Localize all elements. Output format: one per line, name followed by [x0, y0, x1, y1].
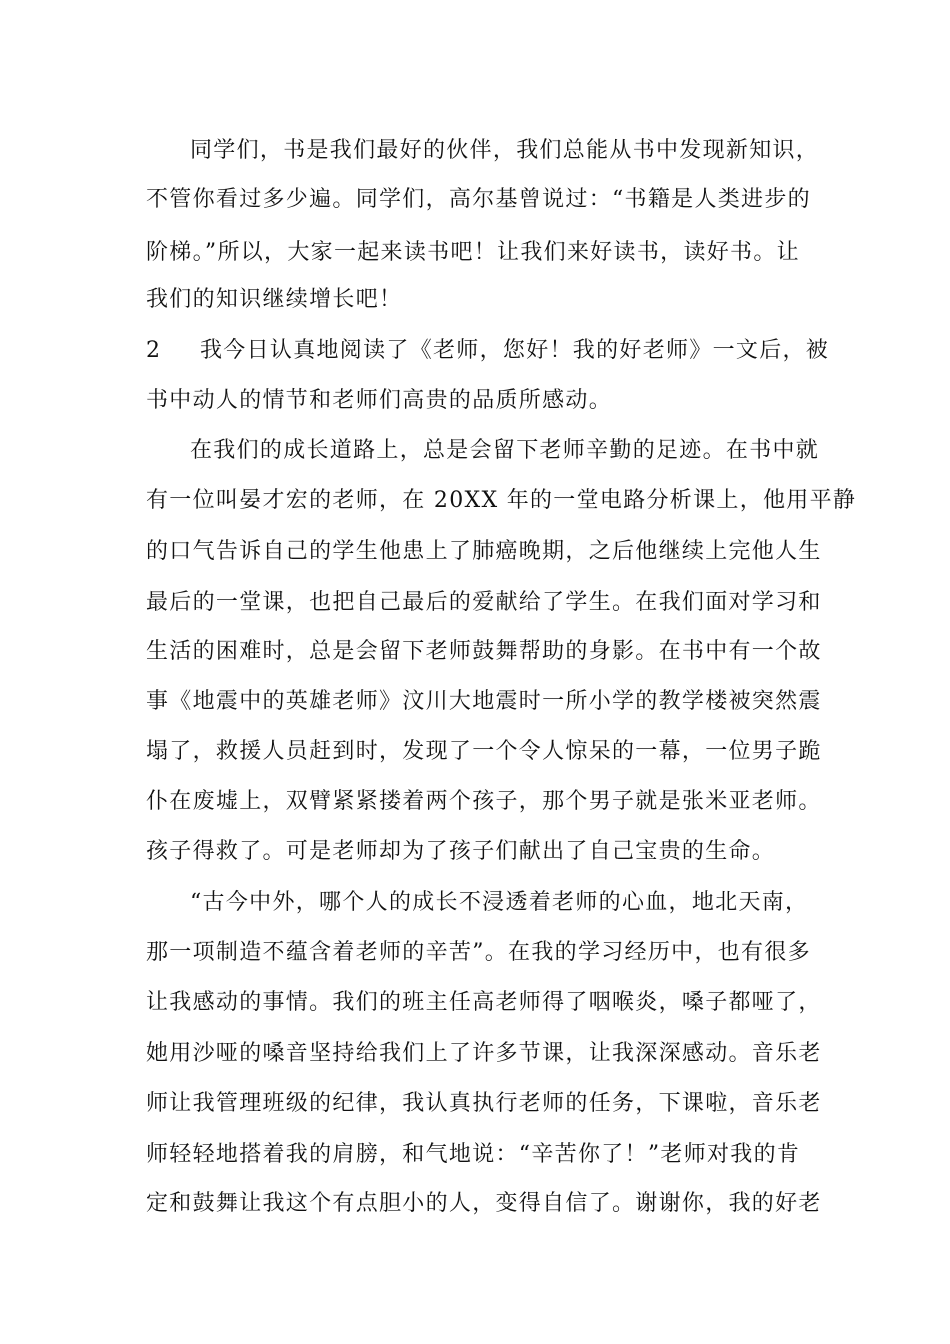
paragraph-line: 师轻轻地搭着我的肩膀，和气地说：“辛苦你了！”老师对我的肯 — [146, 1142, 801, 1167]
paragraph-line: 书中动人的情节和老师们高贵的品质所感动。 — [146, 388, 613, 413]
paragraph-line: 生活的困难时，总是会留下老师鼓舞帮助的身影。在书中有一个故 — [146, 639, 822, 664]
paragraph-line: 塌了，救援人员赶到时，发现了一个令人惊呆的一幕，一位男子跪 — [146, 739, 822, 764]
paragraph-line: 不管你看过多少遍。同学们，高尔基曾说过：“书籍是人类进步的 — [146, 187, 811, 212]
paragraph-line: 她用沙哑的嗓音坚持给我们上了许多节课，让我深深感动。音乐老 — [146, 1041, 822, 1066]
paragraph-line: 让我感动的事情。我们的班主任高老师得了咽喉炎，嗓子都哑了， — [146, 990, 822, 1015]
paragraph-line: 那一项制造不蕴含着老师的辛苦”。在我的学习经历中，也有很多 — [146, 940, 811, 965]
paragraph-line: 有一位叫晏才宏的老师，在 20XX 年的一堂电路分析课上，他用平静 — [146, 488, 857, 513]
paragraph-line: 在我们的成长道路上，总是会留下老师辛勤的足迹。在书中就 — [190, 438, 820, 463]
paragraph-line: 我们的知识继续增长吧！ — [146, 287, 403, 312]
paragraph-line: 最后的一堂课，也把自己最后的爱献给了学生。在我们面对学习和 — [146, 590, 822, 615]
paragraph-line: 仆在废墟上，双臂紧紧搂着两个孩子，那个男子就是张米亚老师。 — [146, 789, 822, 814]
paragraph-line: 孩子得救了。可是老师却为了孩子们献出了自己宝贵的生命。 — [146, 839, 776, 864]
paragraph-line: 的口气告诉自己的学生他患上了肺癌晚期，之后他继续上完他人生 — [146, 539, 822, 564]
paragraph-line: 事《地震中的英雄老师》汶川大地震时一所小学的教学楼被突然震 — [146, 689, 822, 714]
paragraph-line: “古今中外，哪个人的成长不浸透着老师的心血，地北天南， — [190, 890, 809, 915]
section-number: 2 — [146, 338, 162, 363]
paragraph-line: 定和鼓舞让我这个有点胆小的人，变得自信了。谢谢你，我的好老 — [146, 1191, 822, 1216]
paragraph-line: 师让我管理班级的纪律，我认真执行老师的任务，下课啦，音乐老 — [146, 1091, 822, 1116]
paragraph-line: 我今日认真地阅读了《老师，您好！我的好老师》一文后，被 — [200, 338, 830, 363]
paragraph-line: 同学们，书是我们最好的伙伴，我们总能从书中发现新知识， — [190, 138, 820, 163]
paragraph-line: 阶梯。”所以，大家一起来读书吧！让我们来好读书，读好书。让 — [146, 240, 800, 265]
